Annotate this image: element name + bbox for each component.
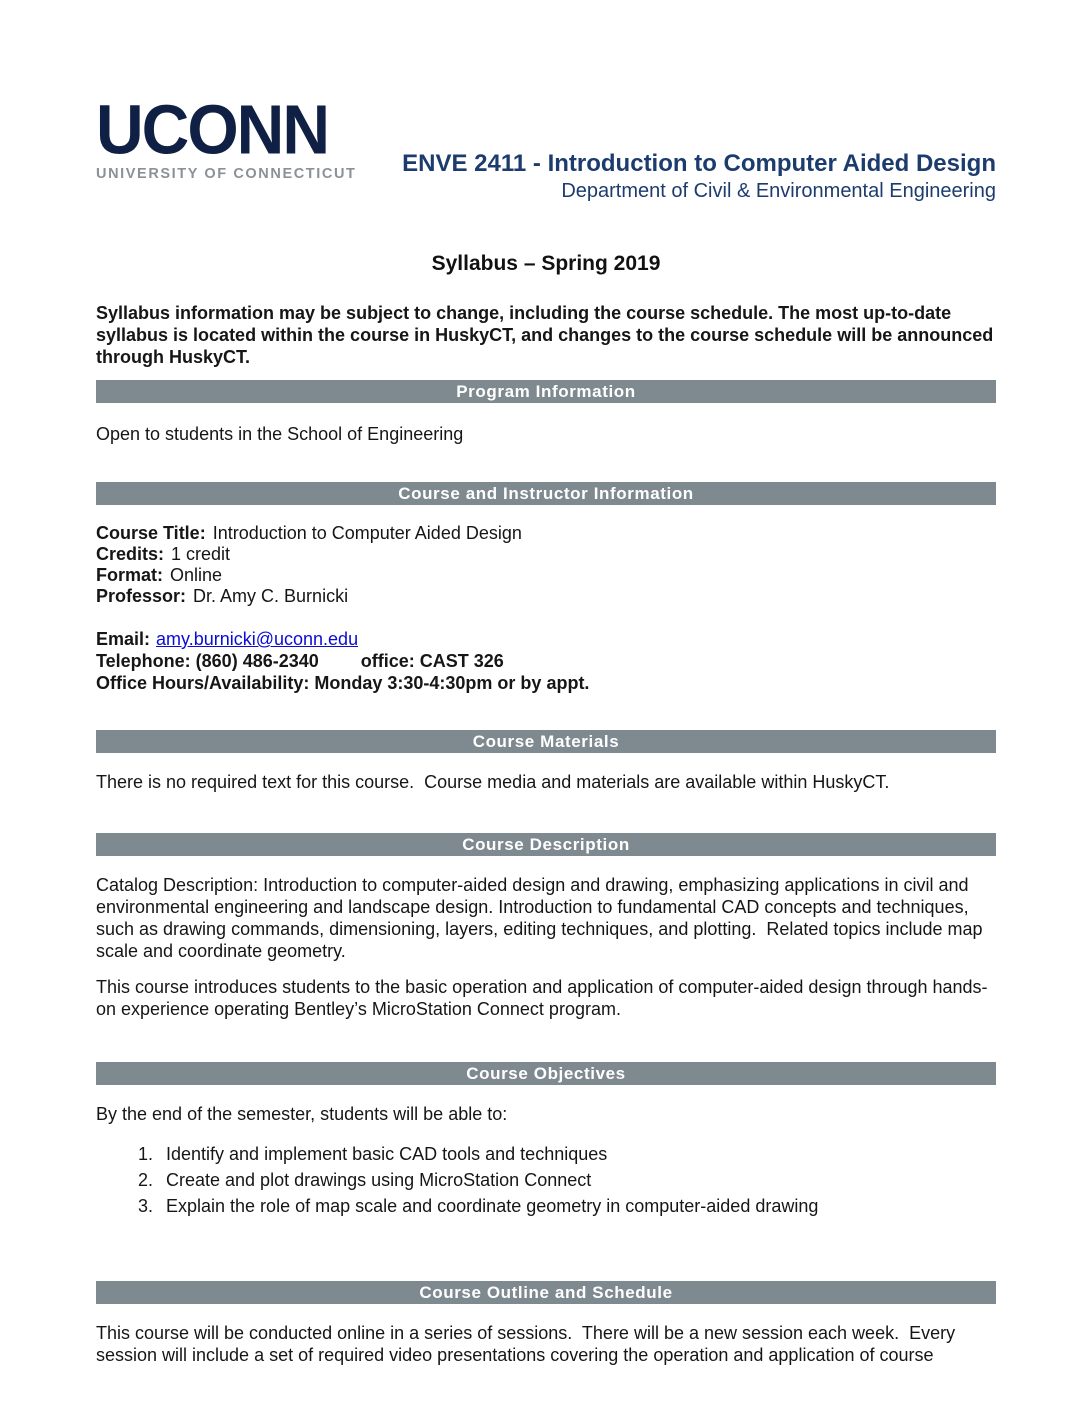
course-objectives-list (96, 1143, 996, 1217)
email-label: Email: (96, 629, 151, 649)
uconn-logo (96, 90, 357, 182)
uconn-wordmark: UCONN (96, 90, 328, 169)
field-format (96, 565, 996, 586)
program-information-body: Open to students in the School of Engineering (96, 424, 464, 444)
syllabus-change-notice: Syllabus information may be subject to change, including the course schedule. The most up-to-date syllabus is located within the course in HuskyCT, and changes to the course schedule will be announced through HuskyCT. (96, 303, 999, 367)
contact-block (96, 628, 996, 694)
field-professor-value: Dr. Amy C. Burnicki (193, 586, 349, 606)
uconn-tagline: UNIVERSITY OF CONNECTICUT (96, 166, 357, 182)
course-objectives-intro: By the end of the semester, students will be able to: (96, 1104, 508, 1124)
field-professor (96, 586, 996, 607)
office-hours-line (96, 672, 996, 694)
department-subtitle: Department of Civil & Environmental Engineering (561, 180, 996, 202)
telephone-line (96, 650, 996, 672)
field-course-title (96, 523, 996, 544)
section-header-course-instructor-information: Course and Instructor Information (96, 482, 996, 505)
instructor-fields (96, 523, 996, 607)
page-header (96, 90, 996, 204)
field-credits-label: Credits: (96, 544, 165, 564)
field-credits (96, 544, 996, 565)
objective-item-1: 1. Identify and implement basic CAD tools and techniques (158, 1143, 996, 1165)
field-format-value: Online (170, 565, 223, 585)
syllabus-heading: Syllabus – Spring 2019 (431, 252, 661, 275)
section-header-course-objectives: Course Objectives (96, 1062, 996, 1085)
field-format-label: Format: (96, 565, 163, 585)
section-header-course-materials: Course Materials (96, 730, 996, 753)
field-course-title-value: Introduction to Computer Aided Design (212, 523, 522, 543)
office-label: office: CAST 326 (360, 651, 504, 671)
objective-item-2: 2. Create and plot drawings using MicroStation Connect (158, 1169, 996, 1191)
field-course-title-label: Course Title: (96, 523, 206, 543)
course-description-paragraph-1: Catalog Description: Introduction to computer-aided design and drawing, emphasizing applications in civil and environmental engineering and landscape design. Introduction to fundamental CAD concepts and techniques, such as drawing commands, dimensioning, layers, editing techniques, and plotting. Related topics include map scale and coordinate geometry. (96, 875, 988, 961)
field-professor-label: Professor: (96, 586, 187, 606)
course-title-block (336, 98, 996, 204)
email-link[interactable]: amy.burnicki@uconn.edu (156, 629, 359, 649)
objective-item-3: 3. Explain the role of map scale and coordinate geometry in computer-aided drawing (158, 1195, 996, 1217)
course-description-paragraph-2: This course introduces students to the basic operation and application of computer-aided design through hands-on experience operating Bentley’s MicroStation Connect program. (96, 977, 988, 1019)
section-header-course-outline-schedule: Course Outline and Schedule (96, 1281, 996, 1304)
office-hours-label: Office Hours/Availability: Monday 3:30-4:30pm or by appt. (96, 673, 590, 693)
email-line (96, 628, 996, 650)
section-header-course-description: Course Description (96, 833, 996, 856)
course-materials-body: There is no required text for this course. Course media and materials are available within HuskyCT. (96, 772, 890, 792)
course-outline-body: This course will be conducted online in a series of sessions. There will be a new session each week. Every session will include a set of required video presentations covering the operation and application of course (96, 1323, 961, 1365)
section-header-program-information: Program Information (96, 380, 996, 403)
course-title: ENVE 2411 - Introduction to Computer Aided Design (402, 150, 996, 177)
field-credits-value: 1 credit (171, 544, 231, 564)
telephone-label: Telephone: (860) 486-2340 (96, 651, 319, 671)
